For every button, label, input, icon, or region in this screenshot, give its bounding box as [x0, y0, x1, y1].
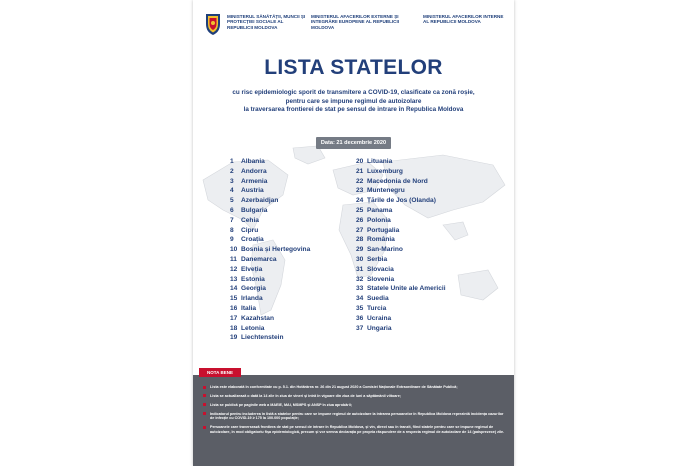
- subtitle-line: pentru care se impune regimul de autoizolare: [285, 97, 422, 105]
- country-item: [356, 284, 446, 294]
- country-name: Macedonia de Nord: [367, 177, 428, 185]
- country-name: Elveția: [241, 265, 263, 273]
- nota-bene-item: [203, 403, 505, 408]
- country-number: 24: [356, 197, 364, 205]
- subtitle-line: cu risc epidemiologic sporit de transmitere a COVID-19, clasificate ca zonă roșie,: [232, 89, 475, 96]
- country-number: 22: [356, 177, 364, 185]
- country-number: 20: [356, 158, 364, 165]
- bullet-square-icon: [203, 394, 206, 397]
- country-name: Danemarca: [241, 255, 277, 263]
- country-number: 13: [230, 275, 238, 283]
- country-item: [356, 255, 446, 265]
- country-item: [230, 235, 310, 245]
- country-name: Azerbaidjan: [241, 197, 279, 205]
- country-number: 3: [230, 177, 234, 185]
- country-number: 14: [230, 285, 238, 293]
- bullet-square-icon: [203, 386, 206, 389]
- country-name: Portugalia: [367, 226, 400, 234]
- country-name: România: [367, 236, 395, 244]
- nota-bene-text: Indicatorul pentru includerea în listă a statelor pentru care se impune regimul de autoizolare la intrarea persoanelor în Republica Moldova reprezintă incidența cazurilor de infecție cu COVID-19 ≥ 175 la 100.000 populație;: [210, 411, 504, 421]
- country-item: [230, 157, 310, 167]
- country-number: 15: [230, 295, 238, 303]
- country-name: Austria: [241, 187, 264, 195]
- country-name: Lituania: [367, 158, 393, 165]
- country-item: [230, 275, 310, 285]
- country-number: 29: [356, 246, 364, 254]
- country-name: Irlanda: [241, 295, 263, 303]
- nota-bene-label: NOTA BENE: [199, 368, 241, 377]
- country-name: Cipru: [241, 226, 259, 234]
- country-item: [230, 314, 310, 324]
- country-name: Turcia: [367, 304, 387, 312]
- country-name: Cehia: [241, 216, 259, 224]
- country-name: Liechtenstein: [241, 334, 284, 342]
- country-item: [230, 294, 310, 304]
- country-name: Albania: [241, 158, 265, 165]
- country-item: [230, 196, 310, 206]
- document-title: LISTA STATELOR: [264, 56, 443, 79]
- country-item: [356, 265, 446, 275]
- document-page: [193, 0, 514, 466]
- nota-bene-item: [203, 412, 505, 421]
- country-item: [356, 186, 446, 196]
- country-number: 5: [230, 197, 234, 205]
- country-name: Serbia: [367, 255, 388, 263]
- country-name: Georgia: [241, 285, 266, 293]
- subtitle-line: la traversarea frontierei de stat pe sensul de intrare în Republica Moldova: [243, 106, 464, 114]
- ministry-internal-affairs-name: MINISTERUL AFACERILOR INTERNE AL REPUBLICII MOLDOVA: [423, 14, 504, 25]
- country-item: [356, 235, 446, 245]
- country-number: 12: [230, 265, 238, 273]
- country-item: [356, 177, 446, 187]
- nota-bene-item: [203, 425, 505, 434]
- country-item: [230, 167, 310, 177]
- bullet-square-icon: [203, 403, 206, 406]
- country-number: 7: [230, 216, 234, 224]
- country-name: Croația: [241, 236, 264, 244]
- country-number: 4: [230, 187, 234, 195]
- country-name: San-Marino: [367, 246, 403, 254]
- nota-bene-text: Persoanele care traversează frontiera de stat pe sensul de intrare în Republica Moldova, și vin, direct sau în tranzit, fiind statele pentru care se impune regimul de autoizolare, în mod obligatoriu fișa epidemiologică, precum și vor semna declarația pe propria răspundere de a respecta regimul de autoizolare de 14 (paisprezece) zile.: [210, 425, 505, 434]
- country-name: Estonia: [241, 275, 265, 283]
- country-item: [356, 324, 446, 334]
- country-name: Slovacia: [367, 265, 394, 273]
- country-item: [356, 196, 446, 206]
- country-item: [230, 206, 310, 216]
- country-item: [356, 167, 446, 177]
- country-item: [356, 157, 446, 167]
- country-item: [356, 275, 446, 285]
- country-number: 8: [230, 226, 234, 234]
- country-number: 18: [230, 324, 238, 332]
- country-number: 17: [230, 314, 238, 322]
- country-number: 26: [356, 216, 364, 224]
- country-number: 16: [230, 304, 238, 312]
- country-item: [230, 216, 310, 226]
- country-name: Panama: [367, 206, 393, 214]
- country-item: [230, 333, 310, 343]
- country-item: [230, 265, 310, 275]
- country-number: 2: [230, 167, 234, 175]
- country-name: Slovenia: [367, 275, 395, 283]
- country-item: [356, 294, 446, 304]
- country-number: 36: [356, 314, 364, 322]
- country-item: [356, 304, 446, 314]
- country-item: [356, 226, 446, 236]
- country-name: Bulgaria: [241, 206, 268, 214]
- country-name: Muntenegru: [367, 187, 405, 195]
- country-item: [230, 245, 310, 255]
- country-name: Țările de Jos (Olanda): [367, 197, 436, 205]
- country-number: 21: [356, 167, 364, 175]
- country-name: Letonia: [241, 324, 265, 332]
- country-number: 32: [356, 275, 364, 283]
- country-number: 33: [356, 285, 364, 293]
- country-list-left: [230, 157, 310, 343]
- country-item: [230, 304, 310, 314]
- country-item: [230, 177, 310, 187]
- country-name: Ucraina: [367, 314, 392, 322]
- country-name: Polonia: [367, 216, 391, 224]
- ministry-health-name: MINISTERUL SĂNĂTĂȚII, MUNCII ȘI PROTECȚIEI SOCIALE AL REPUBLICII MOLDOVA: [227, 14, 306, 30]
- header: [199, 8, 511, 44]
- country-item: [230, 186, 310, 196]
- country-name: Italia: [241, 304, 257, 312]
- country-number: 31: [356, 265, 364, 273]
- country-name: Bosnia și Hertegovina: [241, 246, 311, 254]
- country-name: Suedia: [367, 295, 389, 303]
- country-item: [356, 314, 446, 324]
- country-item: [356, 206, 446, 216]
- country-number: 6: [230, 206, 234, 214]
- nota-bene-notes: [203, 385, 505, 439]
- country-list-right: [356, 157, 446, 333]
- country-item: [230, 284, 310, 294]
- nota-bene-text: Lista se actualizează o dată la 14 zile în ziua de vineri și intră în vigoare din ziua de luni a săptămânii viitoare;: [210, 393, 401, 398]
- ministry-foreign-affairs-name: MINISTERUL AFACERILOR EXTERNE ȘI INTEGRĂRII EUROPENE AL REPUBLICII MOLDOVA: [311, 14, 400, 30]
- country-item: [230, 226, 310, 236]
- country-name: Armenia: [241, 177, 268, 185]
- nota-bene-item: [203, 385, 505, 390]
- country-name: Statele Unite ale Americii: [367, 285, 446, 293]
- country-number: 9: [230, 236, 234, 244]
- country-number: 19: [230, 334, 238, 342]
- country-number: 1: [230, 158, 234, 165]
- country-number: 25: [356, 206, 364, 214]
- country-item: [356, 245, 446, 255]
- country-number: 34: [356, 295, 364, 303]
- country-item: [356, 216, 446, 226]
- country-item: [230, 255, 310, 265]
- country-number: 27: [356, 226, 364, 234]
- country-number: 28: [356, 236, 364, 244]
- country-name: Luxemburg: [367, 167, 403, 175]
- country-number: 37: [356, 324, 364, 332]
- country-number: 23: [356, 187, 364, 195]
- bullet-square-icon: [203, 412, 206, 415]
- country-name: Andorra: [241, 167, 267, 175]
- nota-bene-text: Lista este elaborată în conformitate cu p. 5.1. din Hotărârea nr. 26 din 21 august 2020 a Comisiei Naționale Extraordinare de Sănătate Publică;: [210, 385, 458, 389]
- country-number: 10: [230, 246, 238, 254]
- country-name: Kazahstan: [241, 314, 274, 322]
- country-number: 30: [356, 255, 364, 263]
- country-number: 35: [356, 304, 364, 312]
- country-item: [230, 324, 310, 334]
- nota-bene-section: [193, 370, 514, 466]
- nota-bene-text: Lista se publică pe paginile web a MAEIE, MAI, MSMPS și ANSP în ziua aprobării;: [210, 402, 352, 407]
- country-name: Ungaria: [367, 324, 392, 332]
- document-subtitle: [193, 89, 514, 115]
- date-badge: Data: 21 decembrie 2020: [316, 137, 391, 149]
- moldova-coat-of-arms-icon: [203, 12, 223, 36]
- bullet-square-icon: [203, 426, 206, 429]
- country-number: 11: [230, 255, 237, 263]
- nota-bene-item: [203, 394, 505, 399]
